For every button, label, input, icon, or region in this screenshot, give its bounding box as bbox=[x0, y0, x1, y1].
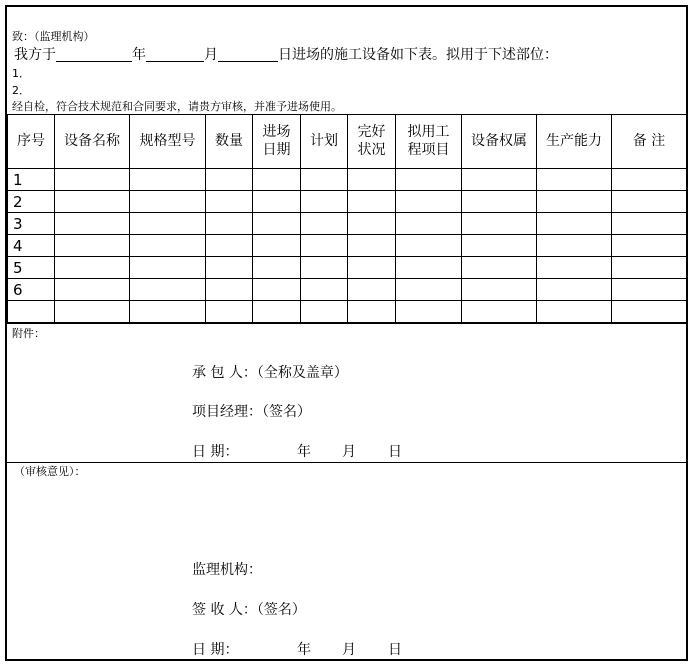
table-cell[interactable] bbox=[301, 191, 348, 213]
column-header-label: 计划 bbox=[310, 132, 338, 149]
row-number bbox=[8, 301, 55, 323]
table-bottom-rule bbox=[7, 323, 686, 324]
table-cell[interactable] bbox=[612, 257, 687, 279]
table-cell[interactable] bbox=[396, 279, 462, 301]
row-number: 2 bbox=[8, 191, 55, 213]
statement-prefix: 我方于 bbox=[14, 47, 56, 63]
to-line: 致：（监理机构） bbox=[12, 30, 95, 43]
column-header-label: 设备名称 bbox=[64, 132, 120, 149]
column-header-label: 规格型号 bbox=[139, 132, 196, 149]
table-row bbox=[8, 169, 687, 191]
table-cell[interactable] bbox=[253, 301, 301, 323]
column-header bbox=[55, 115, 130, 169]
table-cell[interactable] bbox=[253, 235, 301, 257]
table-cell[interactable] bbox=[462, 301, 537, 323]
table-cell[interactable] bbox=[301, 169, 348, 191]
table-header-row bbox=[8, 115, 687, 169]
column-header-label: 生产能力 bbox=[546, 132, 602, 149]
table-cell[interactable] bbox=[55, 191, 130, 213]
date-day-blank[interactable] bbox=[218, 47, 278, 62]
table-cell[interactable] bbox=[396, 235, 462, 257]
column-header-label: 完好 bbox=[357, 124, 386, 140]
column-header bbox=[348, 115, 396, 169]
table-cell[interactable] bbox=[537, 301, 612, 323]
statement-month: 月 bbox=[204, 47, 218, 63]
column-header bbox=[206, 115, 253, 169]
self-check-statement: 经自检，符合技术规范和合同要求，请贵方审核，并准予进场使用。 bbox=[12, 100, 342, 113]
column-header-label: 程项目 bbox=[407, 141, 450, 158]
table-row bbox=[8, 235, 687, 257]
table-cell[interactable] bbox=[612, 169, 687, 191]
table-cell[interactable] bbox=[537, 235, 612, 257]
column-header-label: 数量 bbox=[215, 132, 243, 149]
column-header bbox=[8, 115, 55, 169]
table-cell[interactable] bbox=[253, 169, 301, 191]
table-cell[interactable] bbox=[612, 301, 687, 323]
column-header bbox=[130, 115, 206, 169]
table-cell[interactable] bbox=[462, 257, 537, 279]
column-header-label: 备 注 bbox=[632, 132, 666, 149]
column-header bbox=[396, 115, 462, 169]
table-cell[interactable] bbox=[348, 301, 396, 323]
statement-line bbox=[14, 47, 558, 62]
table-cell[interactable] bbox=[301, 301, 348, 323]
table-cell[interactable] bbox=[396, 213, 462, 235]
table-cell[interactable] bbox=[130, 235, 206, 257]
table-cell[interactable] bbox=[537, 257, 612, 279]
table-cell[interactable] bbox=[253, 279, 301, 301]
item-2: 2． bbox=[12, 84, 30, 97]
table-cell[interactable] bbox=[55, 301, 130, 323]
table-cell[interactable] bbox=[301, 279, 348, 301]
table-cell[interactable] bbox=[301, 235, 348, 257]
review-date-month: 月 bbox=[342, 642, 356, 658]
table-cell[interactable] bbox=[537, 169, 612, 191]
table-cell[interactable] bbox=[130, 257, 206, 279]
attachment-label: 附件： bbox=[12, 327, 45, 340]
table-cell[interactable] bbox=[612, 235, 687, 257]
table-cell[interactable] bbox=[462, 213, 537, 235]
review-date-label: 日 期： bbox=[192, 642, 239, 658]
review-opinion-label: （审核意见）： bbox=[14, 465, 86, 478]
table-cell[interactable] bbox=[206, 301, 253, 323]
review-date-year: 年 bbox=[297, 642, 311, 658]
table-cell[interactable] bbox=[348, 213, 396, 235]
date-month-blank[interactable] bbox=[146, 47, 204, 62]
table-row bbox=[8, 279, 687, 301]
table-cell[interactable] bbox=[462, 169, 537, 191]
row-number: 6 bbox=[8, 279, 55, 301]
table-cell[interactable] bbox=[130, 301, 206, 323]
supervision-agency-line: 监理机构： bbox=[192, 562, 262, 578]
table-row bbox=[8, 257, 687, 279]
column-header-label: 设备权属 bbox=[471, 132, 527, 149]
column-header bbox=[612, 115, 687, 169]
table-cell[interactable] bbox=[348, 191, 396, 213]
table-cell[interactable] bbox=[206, 213, 253, 235]
statement-year: 年 bbox=[132, 47, 146, 63]
table-cell[interactable] bbox=[396, 191, 462, 213]
table-cell[interactable] bbox=[130, 169, 206, 191]
table-cell[interactable] bbox=[537, 279, 612, 301]
table-cell[interactable] bbox=[462, 191, 537, 213]
table-cell[interactable] bbox=[206, 235, 253, 257]
column-header-label: 拟用工 bbox=[407, 124, 450, 140]
statement-suffix: 日进场的施工设备如下表。拟用于下述部位： bbox=[278, 47, 558, 63]
table-cell[interactable] bbox=[253, 257, 301, 279]
signer-line: 签 收 人：（签名） bbox=[192, 602, 306, 618]
table-cell[interactable] bbox=[253, 191, 301, 213]
section-divider bbox=[7, 462, 686, 463]
table-cell[interactable] bbox=[348, 279, 396, 301]
date-year-blank[interactable] bbox=[56, 47, 132, 62]
row-number: 5 bbox=[8, 257, 55, 279]
table-cell[interactable] bbox=[348, 257, 396, 279]
table-cell[interactable] bbox=[301, 257, 348, 279]
table-cell[interactable] bbox=[55, 169, 130, 191]
item-1: 1． bbox=[12, 67, 30, 80]
table-cell[interactable] bbox=[462, 235, 537, 257]
table-row bbox=[8, 213, 687, 235]
column-header bbox=[301, 115, 348, 169]
table-cell[interactable] bbox=[55, 257, 130, 279]
table-row bbox=[8, 301, 687, 323]
table-cell[interactable] bbox=[301, 213, 348, 235]
row-number: 1 bbox=[8, 169, 55, 191]
review-date-day: 日 bbox=[388, 642, 402, 658]
table-cell[interactable] bbox=[130, 279, 206, 301]
table-cell[interactable] bbox=[206, 257, 253, 279]
table-cell[interactable] bbox=[130, 213, 206, 235]
table-cell[interactable] bbox=[537, 191, 612, 213]
table-cell[interactable] bbox=[348, 169, 396, 191]
table-cell[interactable] bbox=[55, 213, 130, 235]
contractor-line: 承 包 人：（全称及盖章） bbox=[192, 365, 348, 381]
attachment-date-month: 月 bbox=[342, 444, 356, 460]
table-cell[interactable] bbox=[612, 191, 687, 213]
project-manager-line: 项目经理：（签名） bbox=[192, 404, 311, 420]
table-cell[interactable] bbox=[253, 213, 301, 235]
attachment-date-year: 年 bbox=[297, 444, 311, 460]
column-header bbox=[462, 115, 537, 169]
column-header bbox=[253, 115, 301, 169]
column-header-label: 序号 bbox=[17, 132, 45, 149]
column-header-label: 状况 bbox=[357, 141, 386, 158]
table-cell[interactable] bbox=[206, 191, 253, 213]
attachment-date-day: 日 bbox=[388, 444, 402, 460]
table-cell[interactable] bbox=[537, 213, 612, 235]
table-cell[interactable] bbox=[396, 169, 462, 191]
table-cell[interactable] bbox=[206, 279, 253, 301]
table-cell[interactable] bbox=[348, 235, 396, 257]
attachment-date-label: 日 期： bbox=[192, 444, 239, 460]
table-row bbox=[8, 191, 687, 213]
equipment-table bbox=[7, 114, 687, 323]
column-header-label: 日期 bbox=[262, 141, 291, 158]
column-header bbox=[537, 115, 612, 169]
row-number: 4 bbox=[8, 235, 55, 257]
table-cell[interactable] bbox=[130, 191, 206, 213]
table-cell[interactable] bbox=[462, 279, 537, 301]
table-cell[interactable] bbox=[55, 279, 130, 301]
table-cell[interactable] bbox=[206, 169, 253, 191]
row-number: 3 bbox=[8, 213, 55, 235]
table-cell[interactable] bbox=[55, 235, 130, 257]
table-cell[interactable] bbox=[396, 257, 462, 279]
table-cell[interactable] bbox=[612, 279, 687, 301]
column-header-label: 进场 bbox=[262, 124, 291, 140]
table-cell[interactable] bbox=[612, 213, 687, 235]
table-cell[interactable] bbox=[396, 301, 462, 323]
